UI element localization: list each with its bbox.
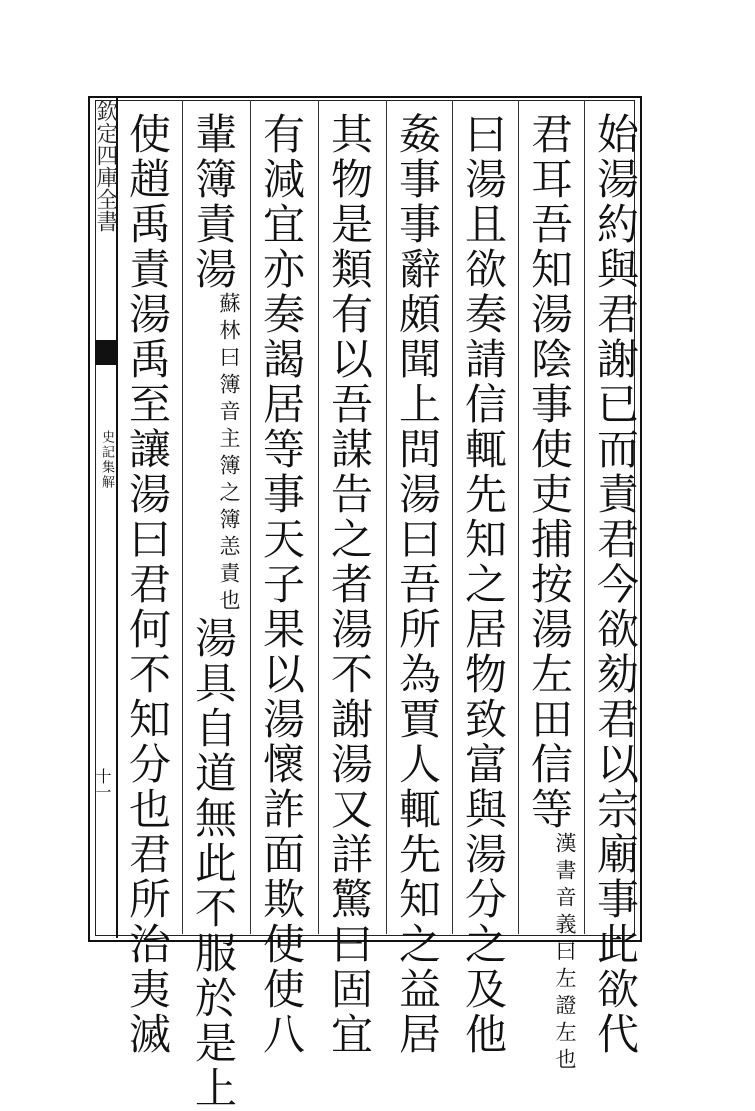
- column-rule: [386, 100, 387, 934]
- text-column-8: [118, 112, 176, 1057]
- column-text-end: 湯具自道無此不服於是上: [189, 616, 238, 1111]
- column-text: 使趙禹責湯禹至讓湯曰君何不知分也君所治夷滅: [123, 112, 172, 1057]
- column-rule: [584, 100, 585, 934]
- margin-page-number: 十一: [93, 768, 112, 800]
- text-column-1: [586, 112, 644, 1057]
- text-column-4: [388, 112, 446, 1057]
- note-line-left: 左證左也: [553, 967, 577, 1075]
- column-rule: [452, 100, 453, 934]
- margin-book-title: 史記集解: [99, 430, 114, 490]
- margin-black-band: [95, 340, 116, 365]
- column-text: 曰湯且欲奏請信輒先知之居物致富與湯分之及他: [459, 112, 508, 1057]
- commentary-note: [189, 292, 241, 616]
- column-text-start: 輩簿責湯: [189, 112, 238, 292]
- text-column-6: [252, 112, 310, 1057]
- column-text: 姦事事辭頗聞上問湯曰吾所為賈人輒先知之益居: [393, 112, 442, 1057]
- margin-title: 欽定四庫全書: [93, 100, 118, 232]
- note-line-left: 簿之簿恙責也: [217, 454, 241, 616]
- column-text: 始湯約與君謝已而責君今欲劾君以宗廟事此欲代: [591, 112, 640, 1057]
- column-rule: [250, 100, 251, 934]
- text-column-2: [520, 112, 578, 1075]
- note-line-right: 蘇林曰簿音主: [217, 292, 241, 454]
- text-column-7: [184, 112, 242, 1111]
- column-text: 君耳吾知湯陰事使吏捕按湯左田信等: [525, 112, 574, 832]
- text-column-3: [454, 112, 512, 1057]
- column-text: 有減宜亦奏謁居等事天子果以湯懷詐面欺使使八: [257, 112, 306, 1057]
- column-text: 其物是類有以吾謀告之者湯不謝湯又詳驚曰固宜: [325, 112, 374, 1057]
- column-rule: [318, 100, 319, 934]
- note-line-right: 漢書音義曰: [553, 832, 577, 967]
- column-rule: [182, 100, 183, 934]
- commentary-note: [525, 832, 577, 1075]
- text-column-5: [320, 112, 378, 1057]
- column-rule: [518, 100, 519, 934]
